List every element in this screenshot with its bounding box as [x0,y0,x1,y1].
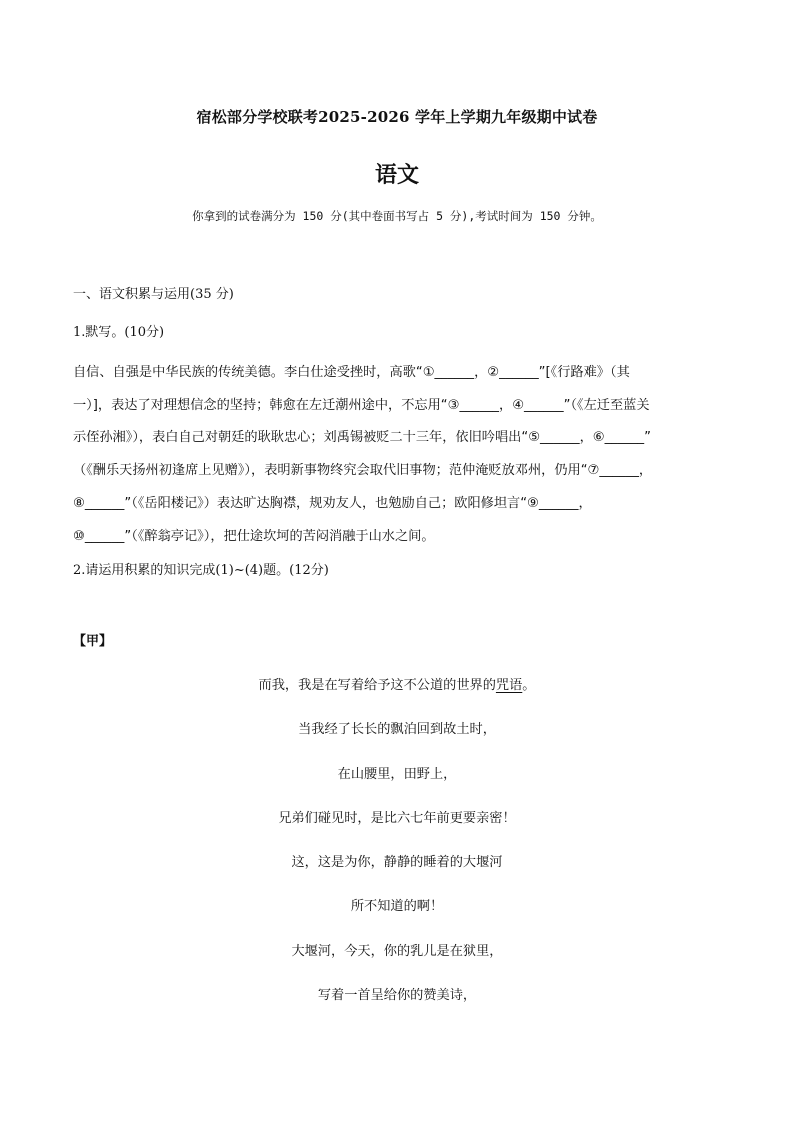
passage-line: （《酬乐天扬州初逢席上见赠》），表明新事物终究会取代旧事物；范仲淹贬放邓州，仍用“⑦______， [73,463,653,479]
poem-marker: 【甲】 [73,634,113,649]
passage-line: ⑧______”（《岳阳楼记》）表达旷达胸襟，规劝友人，也勉励自己；欧阳修坦言“⑨______， [73,495,592,511]
poem-line: 大堰河，今天，你的乳儿是在狱里， [291,943,503,959]
question-2-label: 2.请运用积累的知识完成(1)~(4)题。(12分) [73,563,329,578]
section-heading: 一、语文积累与运用(35 分) [73,287,234,302]
passage-line: 示侄孙湘》），表白自己对朝廷的耿耿忠心；刘禹锡被贬二十三年，依旧吟唱出“⑤______，⑥______” [73,430,651,446]
poem-line: 兄弟们碰见时，是比六七年前更要亲密！ [278,810,516,826]
subject-heading: 语文 [374,163,419,188]
poem-line: 写着一首呈给你的赞美诗， [317,988,477,1004]
poem-excerpt [0,673,794,1027]
question-1-label: 1.默写。(10分) [73,325,165,340]
poem-line: 这，这是为你，静静的睡着的大堰河 [291,855,503,871]
underlined-word: 咒语 [495,678,523,693]
poem-line-text: 而我，我是在写着给予这不公道的世界的 [258,678,496,693]
exam-instructions: 你拿到的试卷满分为 150 分(其中卷面书写占 5 分),考试时间为 150 分钟。 [192,209,602,223]
poem-line: 在山腰里，田野上， [337,766,457,782]
passage-line: ⑩______”（《醉翁亭记》），把仕途坎坷的苦闷消融于山水之间。 [73,528,435,544]
exam-title: 宿松部分学校联考2025-2026 学年上学期九年级期中试卷 [196,108,598,126]
passage-line: 一）]，表达了对理想信念的坚持；韩愈在左迁潮州途中，不忘用“③______，④______”（《左迁至蓝关 [73,397,650,413]
poem-line: 当我经了长长的飘泊回到故土时， [298,722,496,738]
poem-line [0,673,794,717]
passage-line: 自信、自强是中华民族的传统美德。李白仕途受挫时，高歌“①______，②______”[《行路难》（其 [73,365,630,380]
poem-line: 所不知道的啊！ [350,899,444,915]
question-1-passage [73,357,723,553]
poem-line-punct: 。 [522,678,536,693]
